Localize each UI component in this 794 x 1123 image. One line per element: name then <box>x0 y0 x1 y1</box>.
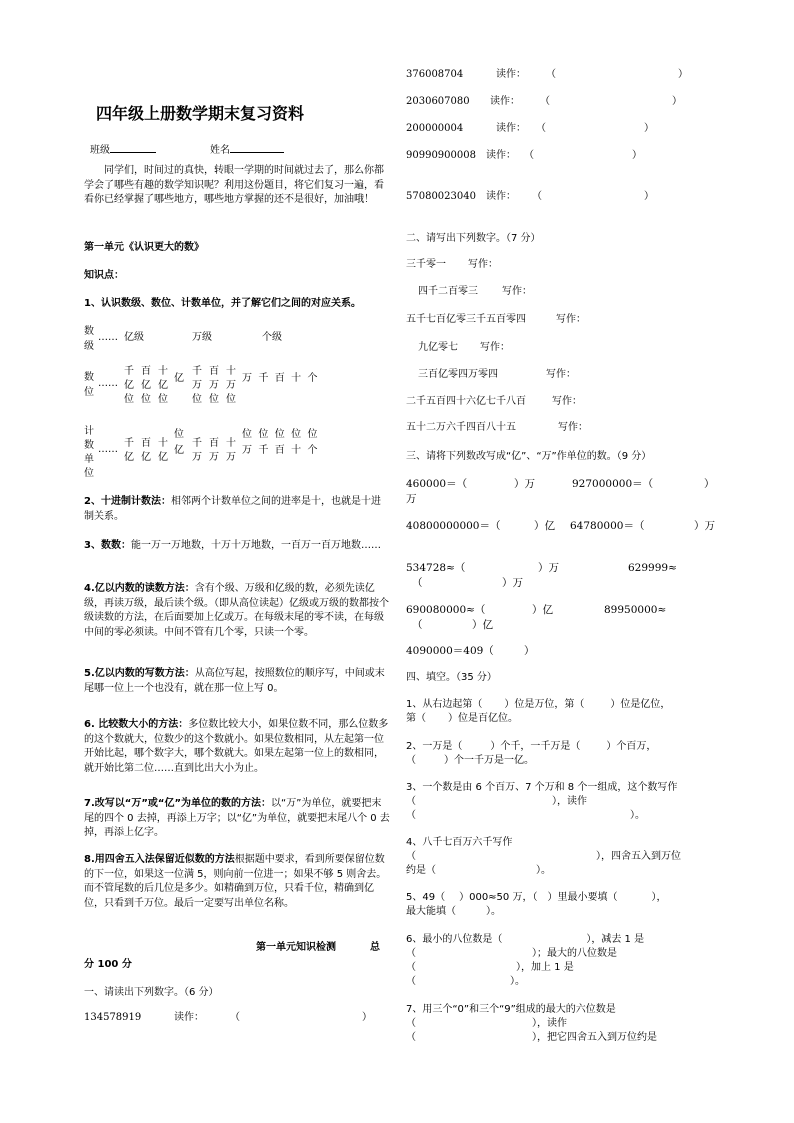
fill-q7-line1: 7、用三个“0”和三个“9”组成的最大的六位数是 <box>406 1004 616 1015</box>
conv-b-left: 40800000000＝（ <box>406 520 501 532</box>
conv-a-unit2: 万 <box>406 493 417 505</box>
fill-q3-line1: 3、一个数是由 6 个百万、7 个万和 8 个一组成，这个数写作 <box>406 782 678 793</box>
place-shiwan: 十 万 位 <box>226 366 236 405</box>
write-label-7: 写作： <box>558 422 588 433</box>
read-item-3: 2030607080 <box>406 96 470 107</box>
conv-d-unit2: ）亿 <box>472 619 493 631</box>
conv-a-close: ） <box>704 478 715 490</box>
section3-heading: 三、请将下列数改写成“亿”、“万”作单位的数。（9 分） <box>406 451 652 462</box>
fill-q4-line3: 约是（ ）。 <box>406 865 551 876</box>
fill-q6-line1: 6、最小的八位数是（ ），减去 1 是 <box>406 934 645 945</box>
name-label: 姓名 <box>210 145 230 156</box>
conv-c-unit: ）万 <box>538 562 559 574</box>
conv-c-left: 534728≈（ <box>406 562 466 574</box>
write-label-1: 写作： <box>468 259 498 270</box>
fill-q5-line1: 5、49（ ）000≈50 万，（ ）里最小要填（ ）， <box>406 892 667 903</box>
conv-d-unit: ）亿 <box>532 604 553 616</box>
knowledge-2: 2、十进制计数法：相邻两个计数单位之间的进率是十，也就是十进制关系。 <box>84 496 381 522</box>
fill-q3-line2: （ ），读作 <box>406 796 587 807</box>
read-answer-1[interactable]: （ <box>230 1012 240 1023</box>
place-baiwan: 百 万 位 <box>209 366 219 405</box>
fill-q5-line2: 最大能填（ ）。 <box>406 906 501 917</box>
unit1-heading: 第一单元《认识更大的数》 <box>84 242 204 253</box>
place-qianwan: 千 万 位 <box>192 366 202 405</box>
place-wan-to-ge: 万 千 百 十 个 位 位 位 位 位 <box>242 373 318 440</box>
row-level-dots: …… <box>98 332 118 343</box>
read-label-5: 读作： <box>486 150 516 161</box>
conv-c-open: （ <box>412 577 423 589</box>
section1-heading: 一、请读出下列数字。（6 分） <box>84 987 219 998</box>
row-place-dots: …… <box>98 378 118 389</box>
knowledge-5: 5.亿以内数的写数方法：从高位写起，按照数位的顺序写，中间或末尾哪一位上一个也没有，就在那一位上写 0。 <box>84 668 385 694</box>
conv-a-right: 927000000＝（ <box>572 478 654 490</box>
conv-b-unit2: ）万 <box>694 520 715 532</box>
name-blank[interactable] <box>230 141 284 153</box>
paren-close: ） <box>672 96 682 107</box>
read-label-3: 读作： <box>490 96 520 107</box>
page-title: 四年级上册数学期末复习资料 <box>96 104 305 123</box>
write-label-2: 写作： <box>502 286 532 297</box>
write-item-2: 四千二百零三 <box>418 286 478 297</box>
row-level-label: 数 级 <box>84 326 94 352</box>
row-unit-dots: …… <box>98 444 118 455</box>
fill-q6-line4: （ ）。 <box>406 976 525 987</box>
fill-q2-line2: （ ）个一千万是一亿。 <box>406 755 534 766</box>
read-answer-6[interactable]: （ <box>532 191 542 202</box>
knowledge-1: 1、认识数级、数位、计数单位，并了解它们之间的对应关系。 <box>84 298 361 309</box>
read-answer-5[interactable]: （ <box>524 150 534 161</box>
row-unit-label: 计 数 单 位 <box>84 426 94 479</box>
paren-close: ） <box>362 1012 372 1023</box>
level-ge: 个级 <box>262 332 282 343</box>
read-item-4: 200000004 <box>406 123 464 134</box>
class-label: 班级 <box>90 145 110 156</box>
row-place-label: 数 位 <box>84 372 94 398</box>
write-item-4: 九亿零七 <box>418 342 458 353</box>
knowledge-6: 6. 比较数大小的方法：多位数比较大小，如果位数不同，那么位数多的这个数就大，位数少的这个数就小。如果位数相同，从左起第一位开始比起，哪个数字大，哪个数就大。如果左起第一位上的数相同，就开始比第二位……直到比出大小为止。 <box>84 719 389 774</box>
fill-q2-line1: 2、一万是（ ）个千，一千万是（ ）个百万， <box>406 741 657 752</box>
unit-shiwan: 十 万 <box>226 438 236 463</box>
write-item-5: 三百亿零四万零四 <box>418 369 498 380</box>
place-baiyi: 百 亿 位 <box>141 366 151 405</box>
conv-d-right: 89950000≈ <box>604 604 667 616</box>
fill-q4-line1: 4、八千七百万六千写作 <box>406 837 513 848</box>
conv-c-right: 629999≈ <box>628 562 677 574</box>
conv-c-unit2: ）万 <box>502 577 523 589</box>
write-item-3: 五千七百亿零三千五百零四 <box>406 314 526 325</box>
place-shiyi: 十 亿 位 <box>158 366 168 405</box>
knowledge-7: 7.改写以“万”或“亿”为单位的数的方法：以“万”为单位，就要把末尾的四个 0 去掉，再添上万字；以“亿”为单位，就要把末尾八个 0 去掉，再添上亿字。 <box>84 798 390 838</box>
fill-q1-line1: 1、从右边起第（ ）位是万位，第（ ）位是亿位， <box>406 699 671 710</box>
conv-d-left: 690080000≈（ <box>406 604 486 616</box>
intro-paragraph: 同学们，时间过的真快，转眼一学期的时间就过去了，那么你都学会了哪些有趣的数学知识呢？利用这份题目，将它们复习一遍，看看你已经掌握了哪些地方，哪些地方掌握的还不是很好，加油哦！ <box>84 165 384 205</box>
unit-shiyi: 十 亿 <box>158 438 168 463</box>
unit-baiyi: 百 亿 <box>141 438 151 463</box>
unit-wan-to-ge: 万 千 百 十 个 <box>242 445 318 456</box>
conv-d-open: （ <box>412 619 423 631</box>
write-label-5: 写作： <box>546 369 576 380</box>
fill-q3-line3: （ ）。 <box>406 810 645 821</box>
read-answer-4[interactable]: （ <box>536 123 546 134</box>
section4-heading: 四、填空。（35 分） <box>406 672 497 683</box>
read-label-4: 读作： <box>496 123 526 134</box>
knowledge-8: 8.用四舍五入法保留近似数的方法根据题中要求，看到所要保留位数的下一位，如果这一位满 5，则向前一位进一；如果不够 5 则舍去。而不管尾数的后几位是多少。如精确到万位，只看千位，精确到亿位，只看到千万位。最后一定要写出单位名称。 <box>84 854 387 909</box>
write-label-3: 写作： <box>556 314 586 325</box>
place-yi: 亿 位 <box>174 373 184 440</box>
test-total-b: 分 100 分 <box>84 959 132 970</box>
conv-b-unit: ）亿 <box>534 520 555 532</box>
read-answer-3[interactable]: （ <box>540 96 550 107</box>
paren-close: ） <box>644 191 654 202</box>
write-label-4: 写作： <box>480 342 510 353</box>
read-label-2: 读作： <box>496 69 526 80</box>
fill-q7-line3: （ ），把它四舍五入到万位约是 <box>406 1032 657 1043</box>
level-yi: 亿级 <box>124 332 144 343</box>
unit-qianyi: 千 亿 <box>124 438 134 463</box>
read-label: 读作： <box>174 1012 204 1023</box>
conv-a-unit: ）万 <box>514 478 535 490</box>
knowledge-4: 4.亿以内数的读数方法：含有个级、万级和亿级的数，必须先读亿级，再读万级，最后读个级。（即从高位读起）亿级或万级的数都按个级读数的方法，在后面要加上亿或万。在每级末尾的零不读，在每级中间的零必须读。中间不管有几个零，只读一个零。 <box>84 583 389 638</box>
paren-close: ） <box>678 69 688 80</box>
write-item-6: 二千五百四十六亿七千八百 <box>406 396 526 407</box>
section2-heading: 二、请写出下列数字。（7 分） <box>406 233 541 244</box>
knowledge-label: 知识点： <box>84 270 124 281</box>
conv-e-close: ） <box>524 645 535 657</box>
fill-q6-line3: （ ），加上 1 是 <box>406 962 574 973</box>
knowledge-3: 3、数数：能一万一万地数，十万十万地数，一百万一百万地数…… <box>84 540 381 551</box>
test-heading: 第一单元知识检测 <box>256 942 336 953</box>
fill-q4-line2: （ ），四舍五入到万位 <box>406 851 681 862</box>
write-item-7: 五十二万六千四百八十五 <box>406 422 516 433</box>
read-answer-2[interactable]: （ <box>546 69 556 80</box>
fill-q7-line2: （ ），读作 <box>406 1018 567 1029</box>
read-item-6: 57080023040 <box>406 191 476 202</box>
read-item-2: 376008704 <box>406 69 464 80</box>
conv-e-left: 4090000＝409（ <box>406 645 494 657</box>
name-field <box>210 141 284 159</box>
unit-baiwan: 百 万 <box>209 438 219 463</box>
unit-qianwan: 千 万 <box>192 438 202 463</box>
conv-a-left: 460000＝（ <box>406 478 468 490</box>
write-item-1: 三千零一 <box>406 259 446 270</box>
conv-b-right: 64780000＝（ <box>570 520 645 532</box>
write-label-6: 写作： <box>552 396 582 407</box>
fill-q1-line2: 第（ ）位是百亿位。 <box>406 713 518 724</box>
paren-close: ） <box>632 150 642 161</box>
read-item-1: 134578919 <box>84 1012 142 1023</box>
class-blank[interactable] <box>110 141 156 153</box>
read-item-5: 90990900008 <box>406 150 476 161</box>
paren-close: ） <box>644 123 654 134</box>
place-qianyi: 千 亿 位 <box>124 366 134 405</box>
level-wan: 万级 <box>192 332 212 343</box>
read-label-6: 读作： <box>486 191 516 202</box>
unit-yi: 亿 <box>174 445 184 456</box>
test-total-a: 总 <box>370 942 380 953</box>
fill-q6-line2: （ ）；最大的八位数是 <box>406 948 617 959</box>
class-field <box>90 141 156 159</box>
